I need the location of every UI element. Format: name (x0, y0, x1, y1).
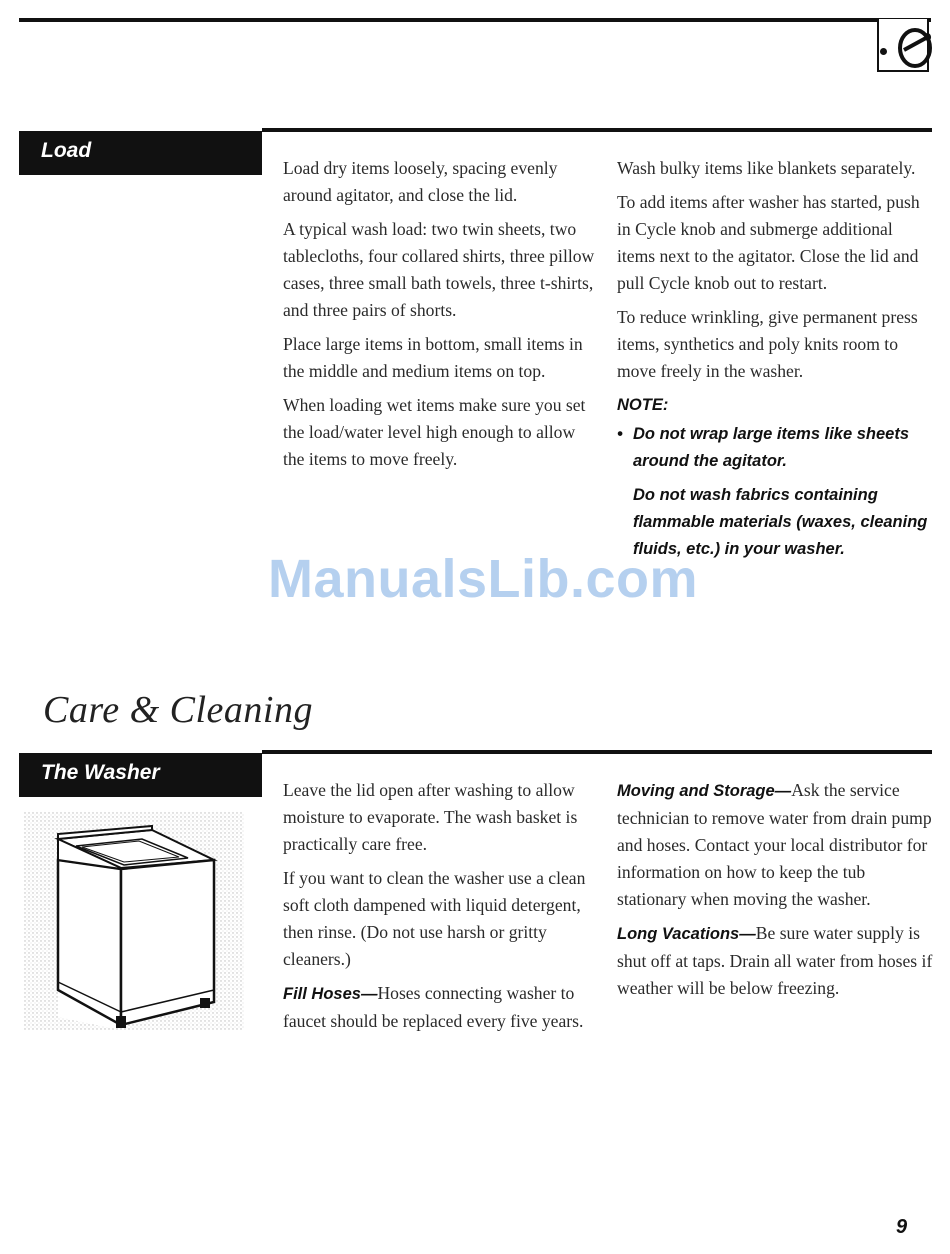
fill-hoses-label: Fill Hoses— (283, 985, 378, 1003)
corner-dot (880, 48, 887, 55)
load-paragraph: Wash bulky items like blankets separately. (617, 158, 916, 178)
load-paragraph: Load dry items loosely, spacing evenly around agitator, and close the lid. (283, 158, 558, 205)
note-block (617, 392, 935, 563)
load-paragraph: Place large items in bottom, small items in the middle and medium items on top. (283, 334, 583, 381)
load-rule (262, 128, 932, 132)
watermark: ManualsLib.com (268, 549, 699, 609)
fill-hoses-paragraph: Fill Hoses—Hoses connecting washer to faucet should be replaced every five years. (283, 983, 584, 1031)
section-title: Care & Cleaning (43, 689, 313, 731)
moving-storage-paragraph: Moving and Storage—Ask the service technician to remove water from drain pump and hoses. Contact your local distributor for information on how to keep the tub stationary when moving the washer. (617, 780, 932, 909)
load-column-1 (283, 155, 601, 480)
load-paragraph: When loading wet items make sure you set the load/water level high enough to allow the items to move freely. (283, 395, 586, 469)
page-number: 9 (896, 1216, 908, 1238)
washer-rule (262, 750, 932, 754)
washer-column-1 (283, 777, 601, 1042)
load-paragraph: To reduce wrinkling, give permanent press items, synthetics and poly knits room to move freely in the washer. (617, 307, 918, 381)
long-vacations-label: Long Vacations— (617, 925, 756, 943)
washer-tab: The Washer (19, 753, 262, 797)
e-logo-icon (896, 24, 934, 70)
load-tab: Load (19, 131, 262, 175)
load-paragraph: A typical wash load: two twin sheets, two tablecloths, four collared shirts, three pillow cases, three small bath towels, three t-shirts, and three pairs of shorts. (283, 219, 595, 320)
washer-illustration-icon (24, 812, 244, 1030)
top-rule (19, 18, 931, 22)
note-label: NOTE: (617, 396, 669, 414)
washer-paragraph: Leave the lid open after washing to allow moisture to evaporate. The wash basket is practically care free. (283, 780, 578, 854)
long-vacations-paragraph: Long Vacations—Be sure water supply is shut off at taps. Drain all water from hoses if weather will be below freezing. (617, 923, 933, 998)
washer-paragraph: If you want to clean the washer use a clean soft cloth dampened with liquid detergent, then rinse. (Do not use harsh or gritty cleaners.) (283, 868, 586, 969)
note-list (617, 421, 935, 563)
load-paragraph: To add items after washer has started, push in Cycle knob and submerge additional items next to the agitator. Close the lid and pull Cycle knob out to restart. (617, 192, 920, 293)
moving-storage-label: Moving and Storage— (617, 782, 792, 800)
washer-column-2 (617, 777, 935, 1009)
note-item: Do not wash fabrics containing flammable materials (waxes, cleaning fluids, etc.) in your washer. (633, 486, 928, 558)
note-item: • Do not wrap large items like sheets around the agitator. (617, 425, 910, 470)
load-column-2 (617, 155, 935, 570)
